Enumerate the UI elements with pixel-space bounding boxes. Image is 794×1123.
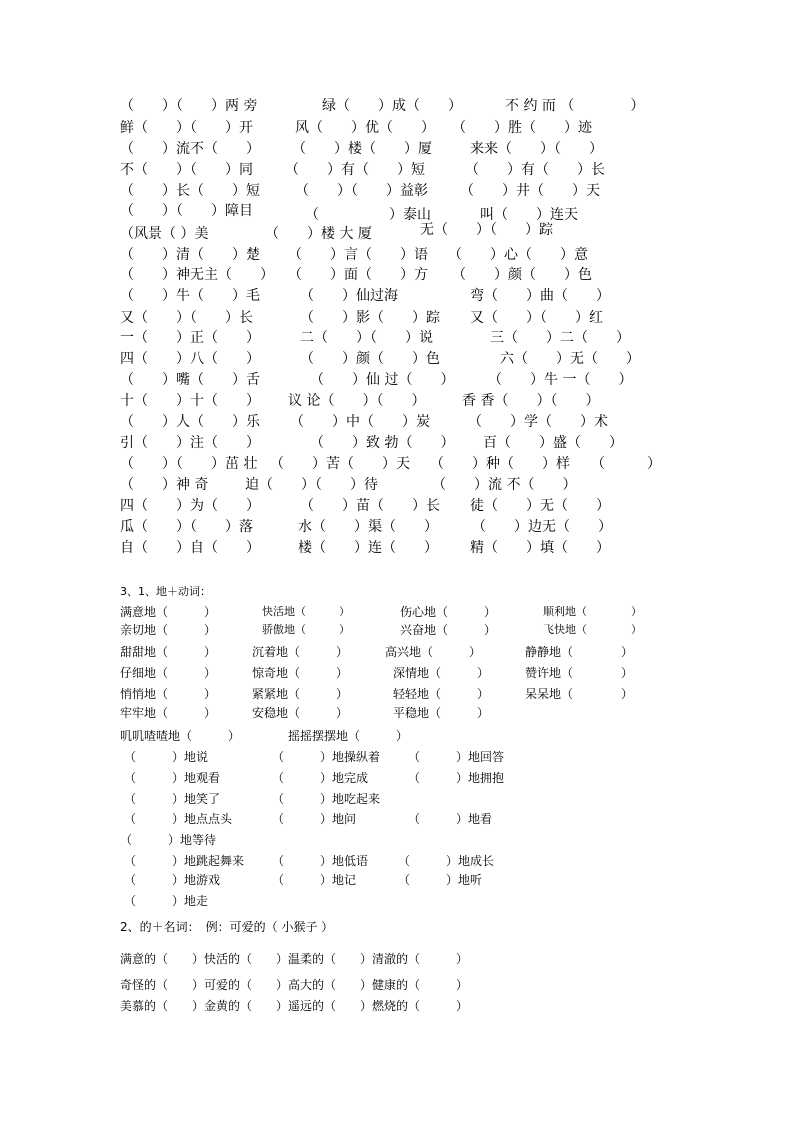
verb-item: （ ）地回答 [408, 750, 505, 764]
idiom-item: （ ）仙 过（ ） [310, 372, 455, 388]
idiom-item: 瓜（ ）（ ）落 [120, 519, 253, 535]
adverb-item: 甜甜地（ ） [120, 645, 217, 659]
adverb-item: 伤心地（ ） [400, 605, 497, 619]
list-item [0, 726, 794, 746]
adverb-item: 惊奇地（ ） [252, 666, 349, 680]
adjective-row: 奇怪的（ ）可爱的（ ）高大的（ ）健康的（ ） [120, 978, 469, 992]
idiom-item: 二（ ）（ ）说 [300, 330, 433, 346]
list-item [0, 602, 794, 622]
adverb-item: 叽叽喳喳地（ ） [120, 729, 241, 743]
list-item [0, 308, 794, 328]
list-item [0, 851, 794, 871]
verb-item: （ ）地点点头 [124, 812, 233, 826]
idiom-item: （ ）仙过海 [300, 288, 398, 304]
idiom-item: 不 约 而 （ ） [505, 98, 645, 114]
idiom-item: （风景（ ）美 [120, 226, 209, 242]
idiom-item: 楼（ ）连（ ） [298, 540, 438, 556]
list-item [0, 224, 794, 244]
idiom-item: 来来（ ）（ ） [470, 141, 603, 157]
adverb-item: 悄悄地（ ） [120, 687, 217, 701]
list-item [0, 349, 794, 369]
list-item [0, 328, 794, 348]
idiom-item: （ ）泰山 [305, 207, 431, 223]
section-heading-text: 3、1、地＋动词： [120, 585, 211, 598]
adjective-row: 美慕的（ ）金黄的（ ）遥远的（ ）燃烧的（ ） [120, 999, 469, 1013]
adverb-item: 静静地（ ） [525, 645, 634, 659]
adverb-item: 骄傲地（ ） [262, 623, 350, 636]
list-item [0, 830, 794, 850]
list-item [0, 475, 794, 495]
idiom-item: 鲜（ ）（ ）开 [120, 120, 253, 136]
idiom-item: （ ）牛（ ）毛 [120, 288, 260, 304]
idiom-item: （ ）牛 一（ ） [488, 372, 633, 388]
idiom-item: 三（ ）二（ ） [490, 330, 630, 346]
idiom-item: 水（ ）渠（ ） [298, 519, 438, 535]
list-item [0, 789, 794, 809]
adverb-item: 赞许地（ ） [525, 666, 634, 680]
idiom-item: （ ）人（ ）乐 [120, 414, 260, 430]
list-item [120, 996, 740, 1016]
idiom-item: （ ）苦（ ）天 [270, 456, 410, 472]
idiom-item: 徒（ ）无（ ） [470, 498, 610, 514]
idiom-item: （ ）井（ ）天 [460, 183, 600, 199]
adverb-item: 顺利地（ ） [543, 605, 642, 618]
idiom-item: 引（ ）注（ ） [120, 435, 260, 451]
adverb-item: 轻轻地（ ） [393, 687, 490, 701]
idiom-item: （ ）（ ）两 旁 [120, 98, 258, 114]
adverb-item: 飞快地（ ） [543, 623, 642, 636]
adverb-item: 安稳地（ ） [252, 706, 349, 720]
idiom-item: 议 论（ ）（ ） [288, 393, 426, 409]
list-item [0, 433, 794, 453]
verb-item: （ ）地等待 [120, 833, 217, 847]
list-item [0, 412, 794, 432]
list-item [0, 747, 794, 767]
list-item [0, 517, 794, 537]
idiom-item: （ ）致 勃（ ） [310, 435, 455, 451]
list-item [0, 201, 794, 221]
idiom-item: 不（ ）（ ）同 [120, 162, 253, 178]
idiom-item: （ ）胜（ ）迹 [452, 120, 592, 136]
idiom-item: 精（ ）填（ ） [470, 540, 610, 556]
idiom-item: （ ）（ ）障目 [120, 203, 253, 219]
list-item [0, 684, 794, 704]
idiom-item: （ ）面（ ）方 [288, 267, 428, 283]
idiom-item: 自（ ）自（ ） [120, 540, 260, 556]
section-heading [120, 582, 720, 602]
verb-item: （ ）地低语 [272, 854, 369, 868]
idiom-item: （ ）（ ）茁 壮 [120, 456, 258, 472]
list-item [0, 139, 794, 159]
idiom-item: （ ）苗（ ）长 [300, 498, 440, 514]
list-item [0, 768, 794, 788]
idiom-item: （ ）有（ ）长 [465, 162, 605, 178]
verb-item: （ ）地笑了 [124, 792, 221, 806]
adverb-item: 快活地（ ） [262, 605, 350, 618]
verb-item: （ ）地游戏 [124, 873, 221, 887]
idiom-item: （ ）（ ）益彰 [295, 183, 428, 199]
idiom-item: 风（ ）优（ ） [295, 120, 435, 136]
adverb-item: 亲切地（ ） [120, 623, 217, 637]
idiom-item: （ ）神 奇 [120, 477, 209, 493]
idiom-item: （ ）中（ ）炭 [290, 414, 430, 430]
idiom-item: 十（ ）十（ ） [120, 393, 260, 409]
verb-item: （ ）地说 [124, 750, 209, 764]
idiom-item: 四（ ）八（ ） [120, 351, 260, 367]
idiom-item: 又（ ）（ ）长 [120, 310, 253, 326]
list-item [0, 496, 794, 516]
verb-item: （ ）地走 [124, 894, 209, 908]
idiom-item: （ ）颜（ ）色 [300, 351, 440, 367]
idiom-item: 又（ ）（ ）红 [470, 310, 603, 326]
idiom-item: 六（ ）无（ ） [500, 351, 640, 367]
adverb-item: 高兴地（ ） [385, 645, 482, 659]
list-item [0, 370, 794, 390]
list-item [0, 620, 794, 640]
verb-item: （ ）地成长 [398, 854, 495, 868]
idiom-item: （ ）楼（ ）厦 [292, 141, 432, 157]
verb-item: （ ）地操纵着 [272, 750, 381, 764]
list-item [0, 96, 794, 116]
list-item [0, 181, 794, 201]
list-item [0, 642, 794, 662]
adverb-item: 呆呆地（ ） [525, 687, 634, 701]
idiom-item: （ ）颜（ ）色 [452, 267, 592, 283]
idiom-item: （ ）长（ ）短 [120, 183, 260, 199]
idiom-item: （ ）嘴（ ）舌 [120, 372, 260, 388]
list-item [0, 245, 794, 265]
idiom-item: （ ）心（ ）意 [448, 247, 588, 263]
list-item [0, 663, 794, 683]
idiom-item: 绿（ ）成（ ） [322, 98, 462, 114]
idiom-item: （ ）神无主（ ） [120, 267, 274, 283]
verb-item: （ ）地记 [272, 873, 357, 887]
idiom-item: （ ）种（ ）样 （ ） [430, 456, 661, 472]
verb-item: （ ）地看 [408, 812, 493, 826]
idiom-item: 弯（ ）曲（ ） [470, 288, 610, 304]
idiom-item: 一（ ）正（ ） [120, 330, 260, 346]
idiom-item: （ ）清（ ）楚 [120, 247, 260, 263]
adverb-item: 平稳地（ ） [393, 706, 490, 720]
idiom-item: 四（ ）为（ ） [120, 498, 260, 514]
section-heading-text: 2、的＋名词： 例：可爱的（ 小猴子 ） [120, 920, 334, 934]
list-item [0, 538, 794, 558]
verb-item: （ ）地完成 [272, 771, 369, 785]
idiom-item: （ ）边无（ ） [472, 519, 612, 535]
verb-item: （ ）地听 [398, 873, 483, 887]
list-item [0, 391, 794, 411]
adverb-item: 仔细地（ ） [120, 666, 217, 680]
idiom-item: 迫（ ）（ ）待 [245, 477, 378, 493]
idiom-item: （ ）流不（ ） [120, 141, 260, 157]
list-item [0, 891, 794, 911]
adverb-item: 沉着地（ ） [252, 645, 349, 659]
list-item [0, 286, 794, 306]
list-item [0, 118, 794, 138]
idiom-item: （ ）有（ ）短 [285, 162, 425, 178]
verb-item: （ ）地问 [272, 812, 357, 826]
verb-item: （ ）地跳起舞来 [124, 854, 245, 868]
idiom-item: （ ）楼 大 厦 [265, 226, 372, 242]
list-item [0, 703, 794, 723]
idiom-item: 叫（ ）连天 [480, 207, 578, 223]
list-item [0, 265, 794, 285]
adverb-item: 满意地（ ） [120, 605, 217, 619]
list-item [0, 454, 794, 474]
adverb-item: 兴奋地（ ） [400, 623, 497, 637]
list-item [0, 870, 794, 890]
list-item [120, 949, 740, 969]
adjective-row: 满意的（ ）快活的（ ）温柔的（ ）清澈的（ ） [120, 952, 469, 966]
adverb-item: 紧紧地（ ） [252, 687, 349, 701]
idiom-item: （ ）流 不（ ） [432, 477, 577, 493]
idiom-item: （ ）影（ ）踪 [300, 310, 440, 326]
list-item [0, 160, 794, 180]
verb-item: （ ）地拥抱 [408, 771, 505, 785]
idiom-item: 香 香（ ）（ ） [462, 393, 600, 409]
idiom-item: （ ）言（ ）语 [288, 247, 428, 263]
section-heading [120, 917, 720, 937]
adverb-item: 摇摇摆摆地（ ） [288, 729, 409, 743]
list-item [120, 975, 740, 995]
verb-item: （ ）地观看 [124, 771, 221, 785]
idiom-item: （ ）学（ ）术 [468, 414, 608, 430]
verb-item: （ ）地吃起来 [272, 792, 381, 806]
adverb-item: 深情地（ ） [393, 666, 490, 680]
list-item [0, 809, 794, 829]
adverb-item: 牢牢地（ ） [120, 706, 217, 720]
idiom-item: 无（ ）（ ）踪 [420, 222, 553, 238]
idiom-item: 百（ ）盛（ ） [483, 435, 623, 451]
